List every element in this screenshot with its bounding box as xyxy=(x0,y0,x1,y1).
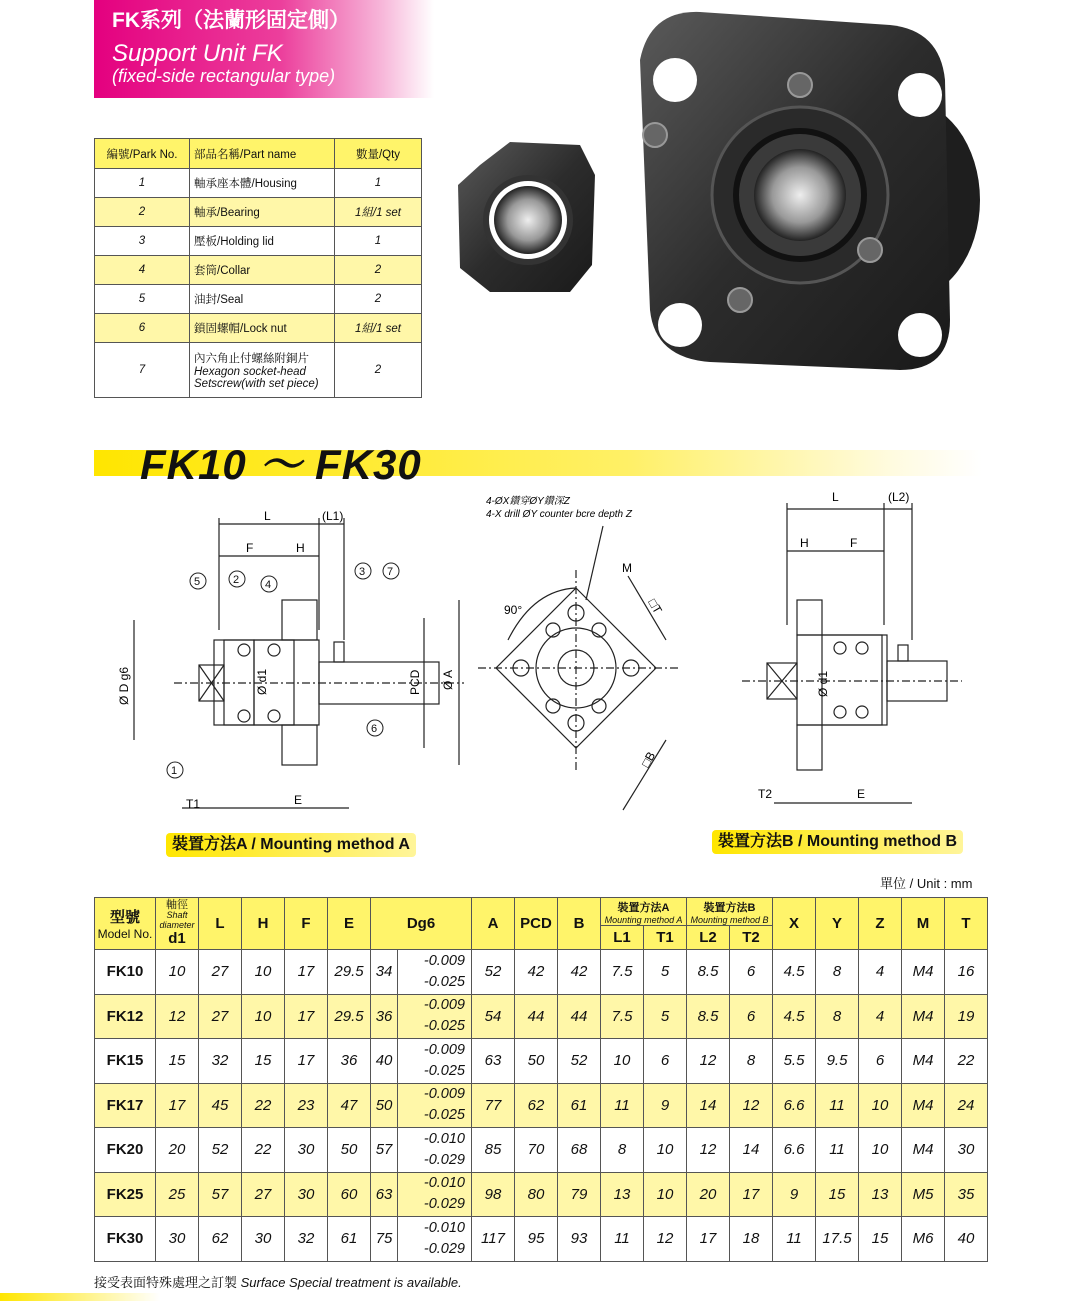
spec-cell-T2: 6 xyxy=(730,994,773,1039)
spec-cell-T2: 12 xyxy=(730,1083,773,1128)
spec-cell-A: 52 xyxy=(472,950,515,995)
table-row xyxy=(95,256,422,285)
spec-cell-F: 17 xyxy=(285,1039,328,1084)
spec-cell-Z: 4 xyxy=(859,994,902,1039)
spec-cell-model: FK10 xyxy=(95,950,156,995)
spec-cell-Y: 17.5 xyxy=(816,1217,859,1262)
callout-6: 6 xyxy=(371,723,378,735)
part-qty: 1 xyxy=(335,169,422,198)
spec-cell-A: 117 xyxy=(472,1217,515,1262)
spec-cell-T1: 10 xyxy=(644,1128,687,1173)
spec-cell-F: 30 xyxy=(285,1128,328,1173)
spec-header-L2: L2 xyxy=(687,926,730,950)
spec-cell-T2: 18 xyxy=(730,1217,773,1262)
dim-L1: (L1) xyxy=(322,509,344,523)
part-name: 套筒/Collar xyxy=(190,256,335,285)
spec-cell-d1: 17 xyxy=(156,1083,199,1128)
spec-cell-D: 63 xyxy=(371,1172,398,1217)
spec-cell-tolerance xyxy=(398,994,472,1039)
part-name-line: Setscrew(with set piece) xyxy=(194,378,319,390)
spec-cell-L2: 14 xyxy=(687,1083,730,1128)
spec-cell-d1: 10 xyxy=(156,950,199,995)
footer-bar xyxy=(0,1293,160,1301)
spec-header-Y: Y xyxy=(816,898,859,950)
tolerance-lower: -0.025 xyxy=(423,973,465,990)
d1-cn: 軸徑 xyxy=(166,899,188,911)
spec-body xyxy=(95,950,988,1262)
spec-cell-Z: 10 xyxy=(859,1128,902,1173)
spec-header-B: B xyxy=(558,898,601,950)
spec-header-T2: T2 xyxy=(730,926,773,950)
spec-cell-Z: 4 xyxy=(859,950,902,995)
spec-cell-H: 22 xyxy=(242,1128,285,1173)
spec-cell-L1: 7.5 xyxy=(601,994,644,1039)
spec-cell-d1: 15 xyxy=(156,1039,199,1084)
spec-cell-E: 29.5 xyxy=(328,950,371,995)
drawing-method-b xyxy=(712,485,972,820)
dim-b-T2: T2 xyxy=(758,787,773,801)
spec-cell-L2: 17 xyxy=(687,1217,730,1262)
spec-cell-F: 32 xyxy=(285,1217,328,1262)
spec-header-L: L xyxy=(199,898,242,950)
dim-b-F: F xyxy=(850,536,858,550)
part-no: 6 xyxy=(95,314,190,343)
dim-E: E xyxy=(294,793,303,807)
series-banner-text: FK10 ～ FK30 xyxy=(140,441,422,488)
spec-cell-T: 24 xyxy=(945,1083,988,1128)
spec-cell-T1: 6 xyxy=(644,1039,687,1084)
spec-cell-M: M4 xyxy=(902,1128,945,1173)
part-name xyxy=(190,343,335,398)
spec-cell-Z: 6 xyxy=(859,1039,902,1084)
spec-cell-L2: 8.5 xyxy=(687,994,730,1039)
method-a-en: Mounting method A xyxy=(604,914,683,925)
tolerance-lower: -0.029 xyxy=(423,1151,465,1168)
spec-cell-PCD: 62 xyxy=(515,1083,558,1128)
spec-header-Z: Z xyxy=(859,898,902,950)
spec-cell-H: 10 xyxy=(242,950,285,995)
table-row xyxy=(95,1217,988,1262)
part-no: 1 xyxy=(95,169,190,198)
part-no: 7 xyxy=(95,343,190,398)
spec-cell-T1: 9 xyxy=(644,1083,687,1128)
spec-cell-H: 15 xyxy=(242,1039,285,1084)
spec-cell-L1: 10 xyxy=(601,1039,644,1084)
spec-cell-E: 47 xyxy=(328,1083,371,1128)
table-row xyxy=(95,169,422,198)
spec-cell-B: 42 xyxy=(558,950,601,995)
spec-cell-L: 62 xyxy=(199,1217,242,1262)
front-note-cn: 4-ØX鑽穿ØY鑽深Z xyxy=(486,496,570,507)
parts-header-qty: 數量/Qty xyxy=(335,139,422,169)
spec-header-PCD: PCD xyxy=(515,898,558,950)
footer-note xyxy=(94,1272,462,1291)
spec-cell-L2: 8.5 xyxy=(687,950,730,995)
table-row xyxy=(95,950,988,995)
tolerance-upper: -0.009 xyxy=(423,1041,465,1058)
spec-cell-L1: 8 xyxy=(601,1128,644,1173)
spec-cell-E: 36 xyxy=(328,1039,371,1084)
callout-7: 7 xyxy=(387,566,394,578)
spec-cell-tolerance xyxy=(398,1128,472,1173)
spec-cell-L: 45 xyxy=(199,1083,242,1128)
dim-PCD: PCD xyxy=(408,669,422,695)
spec-cell-H: 27 xyxy=(242,1172,285,1217)
spec-cell-T2: 14 xyxy=(730,1128,773,1173)
spec-cell-PCD: 95 xyxy=(515,1217,558,1262)
spec-cell-Z: 15 xyxy=(859,1217,902,1262)
part-qty: 2 xyxy=(335,343,422,398)
dim-A: Ø A xyxy=(441,669,455,690)
spec-cell-L1: 7.5 xyxy=(601,950,644,995)
spec-cell-M: M4 xyxy=(902,1039,945,1084)
part-name-line: Hexagon socket-head xyxy=(194,366,306,378)
subtitle-en: (fixed-side rectangular type) xyxy=(112,66,336,86)
spec-header-F: F xyxy=(285,898,328,950)
spec-cell-d1: 25 xyxy=(156,1172,199,1217)
spec-cell-D: 34 xyxy=(371,950,398,995)
method-a-label: 裝置方法A / Mounting method A xyxy=(166,833,416,857)
spec-cell-T1: 5 xyxy=(644,950,687,995)
part-no: 5 xyxy=(95,285,190,314)
table-row xyxy=(95,314,422,343)
tolerance-upper: -0.010 xyxy=(423,1130,465,1147)
tolerance-upper: -0.010 xyxy=(423,1219,465,1236)
spec-cell-Y: 11 xyxy=(816,1083,859,1128)
part-qty: 2 xyxy=(335,256,422,285)
spec-cell-B: 52 xyxy=(558,1039,601,1084)
dim-b-H: H xyxy=(800,536,809,550)
lock-nut-image xyxy=(458,142,595,292)
spec-cell-A: 85 xyxy=(472,1128,515,1173)
dim-b-L2: (L2) xyxy=(888,490,910,504)
part-name: 油封/Seal xyxy=(190,285,335,314)
spec-cell-X: 5.5 xyxy=(773,1039,816,1084)
tolerance-lower: -0.029 xyxy=(423,1240,465,1257)
dim-H: H xyxy=(296,541,305,555)
callout-1: 1 xyxy=(171,765,178,777)
dim-F: F xyxy=(246,541,254,555)
table-row xyxy=(95,994,988,1039)
dim-B: □B xyxy=(638,749,659,770)
spec-cell-A: 54 xyxy=(472,994,515,1039)
spec-cell-T: 19 xyxy=(945,994,988,1039)
spec-cell-H: 30 xyxy=(242,1217,285,1262)
spec-cell-A: 77 xyxy=(472,1083,515,1128)
spec-cell-model: FK12 xyxy=(95,994,156,1039)
parts-header-no: 編號/Park No. xyxy=(95,139,190,169)
spec-cell-B: 79 xyxy=(558,1172,601,1217)
spec-cell-E: 60 xyxy=(328,1172,371,1217)
tolerance-upper: -0.010 xyxy=(423,1175,465,1192)
d1-label: d1 xyxy=(168,930,186,947)
spec-cell-B: 93 xyxy=(558,1217,601,1262)
spec-cell-T: 35 xyxy=(945,1172,988,1217)
spec-cell-model: FK25 xyxy=(95,1172,156,1217)
part-qty: 1組/1 set xyxy=(335,198,422,227)
spec-cell-T: 40 xyxy=(945,1217,988,1262)
spec-cell-L2: 20 xyxy=(687,1172,730,1217)
spec-cell-E: 29.5 xyxy=(328,994,371,1039)
spec-cell-X: 11 xyxy=(773,1217,816,1262)
spec-cell-d1: 20 xyxy=(156,1128,199,1173)
spec-cell-T: 22 xyxy=(945,1039,988,1084)
spec-header-Dg6: Dg6 xyxy=(371,898,472,950)
method-b-label: 裝置方法B / Mounting method B xyxy=(712,830,963,854)
tolerance-upper: -0.009 xyxy=(423,1086,465,1103)
spec-table xyxy=(94,897,988,1262)
part-name: 鎖固螺帽/Lock nut xyxy=(190,314,335,343)
spec-cell-L2: 12 xyxy=(687,1128,730,1173)
callout-4: 4 xyxy=(265,579,272,591)
spec-cell-PCD: 44 xyxy=(515,994,558,1039)
spec-cell-B: 61 xyxy=(558,1083,601,1128)
spec-header-model xyxy=(95,898,156,950)
spec-cell-tolerance xyxy=(398,1217,472,1262)
callout-2: 2 xyxy=(233,574,240,586)
spec-cell-Y: 15 xyxy=(816,1172,859,1217)
table-row xyxy=(95,1172,988,1217)
tolerance-lower: -0.029 xyxy=(423,1196,465,1213)
parts-header-name: 部品名稱/Part name xyxy=(190,139,335,169)
table-row xyxy=(95,1128,988,1173)
table-row xyxy=(95,343,422,398)
drawing-method-a xyxy=(94,490,474,820)
dim-d1: Ø d1 xyxy=(255,668,269,695)
spec-cell-T2: 6 xyxy=(730,950,773,995)
callout-5: 5 xyxy=(194,576,201,588)
spec-cell-Y: 11 xyxy=(816,1128,859,1173)
spec-cell-D: 57 xyxy=(371,1128,398,1173)
dim-b-L: L xyxy=(832,490,839,504)
spec-cell-Z: 13 xyxy=(859,1172,902,1217)
spec-cell-model: FK20 xyxy=(95,1128,156,1173)
spec-cell-L: 52 xyxy=(199,1128,242,1173)
method-b-en: Mounting method B xyxy=(690,914,769,925)
method-b-cn: 裝置方法B xyxy=(703,901,756,914)
spec-cell-F: 30 xyxy=(285,1172,328,1217)
spec-header-T: T xyxy=(945,898,988,950)
spec-cell-tolerance xyxy=(398,1083,472,1128)
spec-cell-E: 61 xyxy=(328,1217,371,1262)
callout-3: 3 xyxy=(359,566,366,578)
spec-cell-B: 44 xyxy=(558,994,601,1039)
spec-header-method-a xyxy=(601,898,687,926)
spec-cell-L: 32 xyxy=(199,1039,242,1084)
part-no: 3 xyxy=(95,227,190,256)
spec-cell-X: 6.6 xyxy=(773,1128,816,1173)
spec-header-method-b xyxy=(687,898,773,926)
spec-cell-d1: 30 xyxy=(156,1217,199,1262)
spec-cell-Y: 8 xyxy=(816,950,859,995)
title-en: Support Unit FK xyxy=(112,40,283,67)
spec-header-L1: L1 xyxy=(601,926,644,950)
header-banner xyxy=(94,0,434,98)
spec-cell-tolerance xyxy=(398,950,472,995)
spec-cell-F: 23 xyxy=(285,1083,328,1128)
drawing-front-view xyxy=(478,490,708,820)
spec-cell-H: 10 xyxy=(242,994,285,1039)
tolerance-lower: -0.025 xyxy=(423,1107,465,1124)
spec-header-X: X xyxy=(773,898,816,950)
part-qty: 2 xyxy=(335,285,422,314)
part-name: 壓板/Holding lid xyxy=(190,227,335,256)
spec-header-E: E xyxy=(328,898,371,950)
spec-cell-L1: 11 xyxy=(601,1217,644,1262)
spec-cell-Y: 9.5 xyxy=(816,1039,859,1084)
spec-cell-PCD: 42 xyxy=(515,950,558,995)
tolerance-lower: -0.025 xyxy=(423,1062,465,1079)
spec-cell-M: M6 xyxy=(902,1217,945,1262)
spec-cell-F: 17 xyxy=(285,994,328,1039)
spec-header-H: H xyxy=(242,898,285,950)
parts-table xyxy=(94,138,422,398)
table-row xyxy=(95,1083,988,1128)
dim-b-d1: Ø d1 xyxy=(816,670,830,697)
spec-cell-X: 4.5 xyxy=(773,950,816,995)
part-qty: 1 xyxy=(335,227,422,256)
spec-header-T1: T1 xyxy=(644,926,687,950)
spec-cell-M: M4 xyxy=(902,950,945,995)
spec-cell-D: 40 xyxy=(371,1039,398,1084)
housing-image xyxy=(640,12,980,370)
spec-cell-T1: 12 xyxy=(644,1217,687,1262)
spec-cell-D: 75 xyxy=(371,1217,398,1262)
part-no: 2 xyxy=(95,198,190,227)
spec-cell-D: 36 xyxy=(371,994,398,1039)
d1-en1: Shaft xyxy=(166,910,188,920)
spec-cell-X: 6.6 xyxy=(773,1083,816,1128)
spec-header-M: M xyxy=(902,898,945,950)
part-no: 4 xyxy=(95,256,190,285)
spec-cell-L: 27 xyxy=(199,994,242,1039)
model-en: Model No. xyxy=(97,927,153,941)
table-row xyxy=(95,227,422,256)
spec-cell-M: M4 xyxy=(902,994,945,1039)
spec-cell-H: 22 xyxy=(242,1083,285,1128)
spec-header-A: A xyxy=(472,898,515,950)
model-cn: 型號 xyxy=(109,909,140,926)
table-row xyxy=(95,198,422,227)
spec-cell-B: 68 xyxy=(558,1128,601,1173)
tolerance-lower: -0.025 xyxy=(423,1018,465,1035)
spec-cell-X: 4.5 xyxy=(773,994,816,1039)
spec-cell-L1: 11 xyxy=(601,1083,644,1128)
spec-header-row-1 xyxy=(95,898,988,926)
unit-label: 單位 / Unit : mm xyxy=(880,876,973,891)
spec-cell-L: 57 xyxy=(199,1172,242,1217)
spec-cell-Y: 8 xyxy=(816,994,859,1039)
tolerance-upper: -0.009 xyxy=(423,952,465,969)
spec-cell-D: 50 xyxy=(371,1083,398,1128)
spec-cell-F: 17 xyxy=(285,950,328,995)
dim-Dg6: Ø D g6 xyxy=(117,666,131,705)
dim-L: L xyxy=(264,509,271,523)
spec-cell-T1: 5 xyxy=(644,994,687,1039)
spec-cell-model: FK15 xyxy=(95,1039,156,1084)
dim-T1: T1 xyxy=(186,797,201,811)
parts-header-row xyxy=(95,139,422,169)
spec-cell-PCD: 80 xyxy=(515,1172,558,1217)
spec-cell-E: 50 xyxy=(328,1128,371,1173)
spec-cell-L2: 12 xyxy=(687,1039,730,1084)
product-photo xyxy=(450,0,1010,420)
spec-header-d1 xyxy=(156,898,199,950)
table-row xyxy=(95,1039,988,1084)
spec-cell-T: 30 xyxy=(945,1128,988,1173)
spec-cell-M: M4 xyxy=(902,1083,945,1128)
part-name: 軸承座本體/Housing xyxy=(190,169,335,198)
spec-cell-L1: 13 xyxy=(601,1172,644,1217)
footer-note-cn: 接受表面特殊處理之訂製 xyxy=(94,1275,238,1290)
d1-en2: diameter xyxy=(159,920,195,930)
spec-cell-M: M5 xyxy=(902,1172,945,1217)
spec-cell-X: 9 xyxy=(773,1172,816,1217)
spec-cell-tolerance xyxy=(398,1039,472,1084)
spec-cell-PCD: 70 xyxy=(515,1128,558,1173)
spec-cell-T1: 10 xyxy=(644,1172,687,1217)
spec-cell-T2: 8 xyxy=(730,1039,773,1084)
spec-cell-A: 98 xyxy=(472,1172,515,1217)
spec-cell-model: FK17 xyxy=(95,1083,156,1128)
spec-cell-L: 27 xyxy=(199,950,242,995)
part-name: 軸承/Bearing xyxy=(190,198,335,227)
footer-note-en: Surface Special treatment is available. xyxy=(240,1275,462,1290)
part-qty: 1組/1 set xyxy=(335,314,422,343)
tolerance-upper: -0.009 xyxy=(423,997,465,1014)
spec-cell-PCD: 50 xyxy=(515,1039,558,1084)
spec-cell-T2: 17 xyxy=(730,1172,773,1217)
part-name-line: 內六角止付螺絲附銅片 xyxy=(194,353,309,365)
dim-M: M xyxy=(622,561,632,575)
front-note-en: 4-X drill ØY counter bcre depth Z xyxy=(486,509,632,520)
table-row xyxy=(95,285,422,314)
spec-cell-tolerance xyxy=(398,1172,472,1217)
dim-T: □T xyxy=(645,596,665,617)
spec-cell-d1: 12 xyxy=(156,994,199,1039)
dim-angle: 90° xyxy=(504,603,523,617)
dim-b-E: E xyxy=(857,787,866,801)
method-a-cn: 裝置方法A xyxy=(617,901,670,914)
spec-cell-A: 63 xyxy=(472,1039,515,1084)
spec-cell-model: FK30 xyxy=(95,1217,156,1262)
spec-cell-Z: 10 xyxy=(859,1083,902,1128)
title-cn: FK系列（法蘭形固定側） xyxy=(112,9,350,32)
spec-cell-T: 16 xyxy=(945,950,988,995)
